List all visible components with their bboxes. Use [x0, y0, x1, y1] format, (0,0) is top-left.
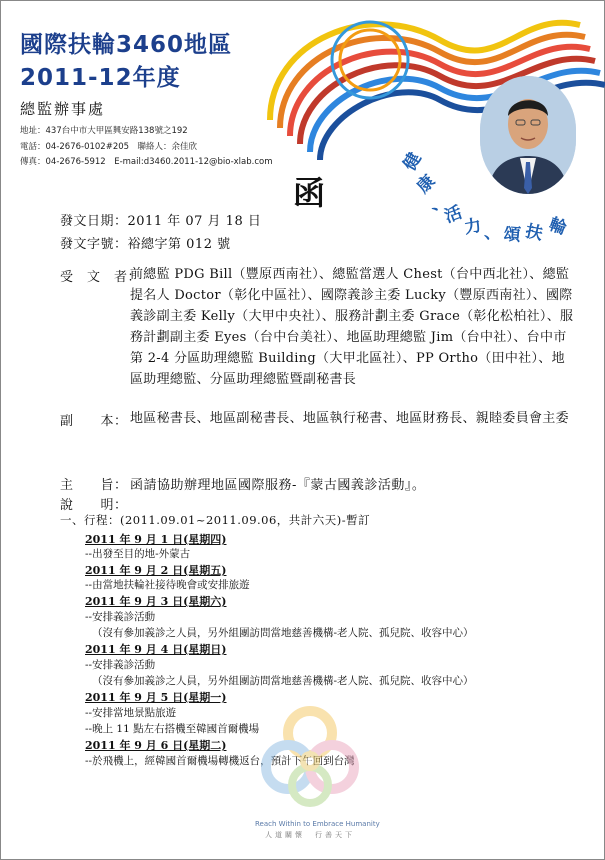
issue-date — [60, 210, 261, 229]
day-1-weekday: (星期四) — [183, 533, 227, 546]
recipients-text: 前總監 PDG Bill（豐原西南社）、總監當選人 Chest（台中西北社）、總監提名人 Doctor（彰化中區社）、國際義診主委 Lucky（豐原西南社）、國際義診副主委 Kelly（大甲中央社）、服務計劃主委 Grace（彰化松柏社）、服務計劃副主委 Eyes（台中台美社）、地區助理總監 Jim（台中社）、台中市第 2-4 分區助理總監 Building（大甲北區社）、PP Ortho（田中社）、地區助理總監、分區助理總監暨副秘書長 — [130, 267, 574, 387]
document-type: 函 — [293, 174, 326, 212]
issue-date-value: 2011 年 07 月 18 日 — [127, 214, 262, 229]
slogan-char: 康 — [413, 171, 440, 198]
day-1-date: 2011 年 9 月 1 日 — [85, 533, 184, 546]
reference-number — [60, 233, 231, 252]
day-5-item-1: --安排當地景點旅遊 — [85, 707, 177, 719]
issue-date-label: 發文日期： — [60, 214, 128, 229]
day-2-header — [85, 562, 227, 578]
day-5-header — [85, 689, 227, 705]
governor-portrait — [480, 76, 576, 194]
cc-text: 地區秘書長、地區副秘書長、地區執行秘書、地區財務長、親睦委員會主委 — [130, 411, 569, 426]
day-2-item: --由當地扶輪社接待晚會或安排旅遊 — [85, 579, 250, 591]
slogan-char: 扶 — [523, 221, 545, 245]
day-6-weekday: (星期二) — [183, 739, 227, 752]
day-4-item-1: --安排義診活動 — [85, 659, 156, 671]
day-6-header — [85, 737, 227, 753]
slogan-char: 、 — [425, 189, 451, 216]
day-4-date: 2011 年 9 月 4 日 — [85, 643, 184, 656]
day-4-header — [85, 641, 227, 657]
cc-label: 副 本： — [60, 414, 128, 429]
day-3-date: 2011 年 9 月 3 日 — [85, 595, 184, 608]
day-3-item-2: （沒有參加義診之人員，另外組團訪問當地慈善機構-老人院、孤兒院、收容中心） — [92, 627, 474, 639]
day-4-weekday: (星期日) — [183, 643, 227, 656]
day-2-date: 2011 年 9 月 2 日 — [85, 564, 184, 577]
reference-label: 發文字號： — [60, 237, 128, 252]
explanation-label: 說 明： — [60, 498, 128, 513]
phone-line: 電話：04-2676-0102#205 聯絡人：余佳欣 — [20, 142, 198, 152]
day-5-weekday: (星期一) — [183, 691, 227, 704]
day-4-item-2: （沒有參加義診之人員，另外組團訪問當地慈善機構-老人院、孤兒院、收容中心） — [92, 675, 474, 687]
motto-chinese: 人道關懷 行善天下 — [265, 831, 355, 839]
day-5-item-2: --晚上 11 點左右搭機至韓國首爾機場 — [85, 723, 260, 735]
subject-label: 主 旨： — [60, 478, 128, 493]
subject-text: 函請協助辦理地區國際服務-『蒙古國義診活動』。 — [130, 478, 426, 493]
slogan-char: 力 — [462, 215, 484, 239]
slogan-char: 頌 — [502, 224, 522, 246]
day-2-weekday: (星期五) — [183, 564, 227, 577]
address-line: 地址：437台中市大甲區興安路138號之192 — [20, 126, 188, 136]
recipients-label: 受 文 者： — [60, 270, 142, 285]
fax-email-line: 傳真：04-2676-5912 E-mail:d3460.2011-12@bio-xlab.com — [20, 157, 273, 167]
slogan-char: 、 — [484, 223, 501, 243]
day-1-item: --出發至目的地-外蒙古 — [85, 548, 191, 560]
year-title: 2011-12年度 — [20, 65, 181, 91]
office-name: 總監辦事處 — [20, 100, 106, 118]
itinerary-heading: 一、行程：(2011.09.01~2011.09.06，共計六天)-暫訂 — [60, 513, 371, 527]
rotary-theme-logo — [250, 705, 370, 820]
slogan-char: 活 — [441, 202, 465, 228]
slogan-char: 健 — [399, 149, 426, 175]
day-6-item: --於飛機上，經韓國首爾機場轉機返台，預計下午回到台灣 — [85, 755, 355, 767]
reference-value: 裕總字第 012 號 — [127, 237, 231, 252]
day-5-date: 2011 年 9 月 5 日 — [85, 691, 184, 704]
slogan-char: 輪 — [546, 214, 570, 240]
day-6-date: 2011 年 9 月 6 日 — [85, 739, 184, 752]
day-3-item-1: --安排義診活動 — [85, 611, 156, 623]
day-1-header — [85, 531, 227, 547]
district-title: 國際扶輪3460地區 — [20, 32, 233, 58]
motto-english: Reach Within to Embrace Humanity — [255, 820, 380, 828]
day-3-header — [85, 593, 227, 609]
day-3-weekday: (星期六) — [183, 595, 227, 608]
